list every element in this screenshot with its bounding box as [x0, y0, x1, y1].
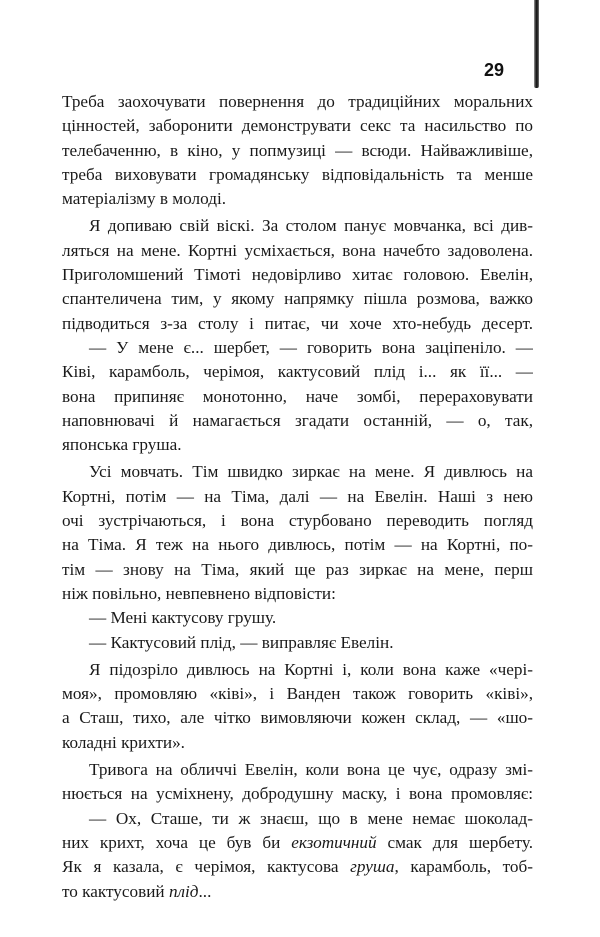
text-line: — Ох, Сташе, ти ж знаєш, що в мене немає шоколад- [89, 808, 533, 828]
text-line: японська груша. [62, 435, 182, 455]
text-line: Приголомшений Тімоті недовірливо хитає головою. Евелін, [62, 265, 533, 285]
page-number: 29 [483, 60, 504, 80]
text-line: Тривога на обличчі Евелін, коли вона це чує, одразу змі- [89, 760, 533, 780]
text-line: коладні крихти». [62, 732, 185, 752]
body-text [62, 90, 533, 904]
text-line: ніж повільно, невпевнено відповісти: [62, 583, 336, 603]
italic-word: груша [350, 857, 395, 877]
text-fragment: смак для шербету. [376, 832, 533, 852]
page-edge-mark [534, 0, 539, 88]
text-fragment: то кактусовий [62, 881, 169, 901]
text-line: Я підозріло дивлюсь на Кортні і, коли вона каже «чері- [89, 659, 533, 679]
text-line: моя», промовляю «ківі», і Ванден також говорить «ківі», [62, 684, 533, 704]
text-line: Ківі, карамболь, черімоя, кактусовий плід і... як її... — [62, 362, 533, 382]
italic-word: плід [168, 881, 199, 901]
italic-word: екзотичний [291, 832, 377, 852]
text-line: — Кактусовий плід, — виправляє Евелін. [89, 632, 394, 652]
text-line: нюється на усміхнену, добродушну маску, і вона промовляє: [62, 784, 533, 804]
text-line: спантеличена тим, у якому напрямку пішла розмова, важко [62, 289, 533, 309]
text-line: очі зустрічаються, і вона стурбовано переводить погляд [62, 511, 533, 531]
text-line: Усі мовчать. Тім швидко зиркає на мене. Я дивлюсь на [89, 462, 533, 482]
text-line: телебаченню, в кіно, у попмузиці — всюди. Найважливіше, [62, 140, 533, 160]
text-line [62, 880, 533, 904]
text-line [62, 855, 533, 879]
text-line: Кортні, потім — на Тіма, далі — на Евелін. Наші з нею [62, 486, 533, 506]
text-line: матеріалізму в молоді. [62, 189, 227, 209]
text-fragment: ... [198, 881, 212, 901]
text-line: на Тіма. Я теж на нього дивлюсь, потім — на Кортні, по- [62, 535, 533, 555]
text-fragment: Як я казала, є черімоя, кактусова [62, 857, 351, 877]
text-line: а Сташ, тихо, але чітко вимовляючи кожен склад, — «шо- [62, 708, 533, 728]
text-line [62, 831, 533, 855]
text-line: треба виховувати громадянську відповідальність та менше [62, 164, 533, 184]
text-line: — У мене є... шербет, — говорить вона заціпеніло. — [89, 337, 533, 357]
text-line: — Мені кактусову грушу. [89, 608, 277, 628]
text-fragment: них крихт, хоча це був би [62, 832, 292, 852]
text-line: ляться на мене. Кортні усміхається, вона начебто задоволена. [62, 240, 533, 260]
text-line: вона припиняє монотонно, наче зомбі, перераховувати [62, 386, 533, 406]
text-line: тім — знову на Тіма, який ще раз зиркає на мене, перш [62, 559, 533, 579]
text-line: Треба заохочувати повернення до традиційних моральних [62, 92, 533, 111]
text-line: наповнювачі й намагається згадати останній, — о, так, [62, 410, 533, 430]
text-line: Я допиваю свій віскі. За столом панує мовчанка, всі див- [89, 216, 533, 236]
text-line: цінностей, заборонити демонструвати секс та насильство по [62, 116, 533, 136]
text-fragment: , карамболь, тоб- [394, 857, 533, 877]
text-line: підводиться з-за столу і питає, чи хоче хто-небудь десерт. [62, 313, 533, 333]
